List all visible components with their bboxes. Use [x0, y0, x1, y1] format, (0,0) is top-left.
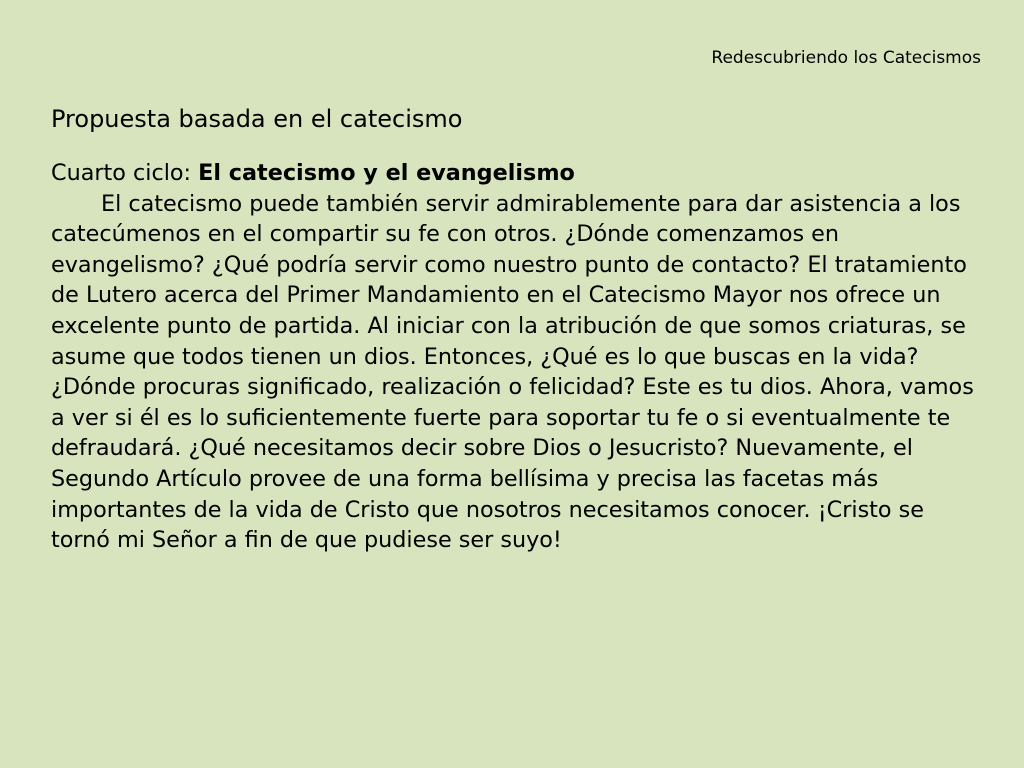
slide-body	[51, 158, 976, 556]
subtitle-prefix: Cuarto ciclo:	[51, 160, 199, 186]
subtitle-line	[51, 158, 976, 189]
header-text: Redescubriendo los Catecismos	[711, 48, 981, 68]
subtitle-title: El catecismo y el evangelismo	[198, 160, 575, 186]
slide-title: Propuesta basada en el catecismo	[51, 105, 463, 133]
body-paragraph: El catecismo puede también servir admirablemente para dar asistencia a los catecúmenos en el compartir su fe con otros. ¿Dónde comenzamos en evangelismo? ¿Qué podría servir como nuestro punto de contacto? El tratamiento de Lutero acerca del Primer Mandamiento en el Catecismo Mayor nos ofrece un excelente punto de partida. Al iniciar con la atribución de que somos criaturas, se asume que todos tienen un dios. Entonces, ¿Qué es lo que buscas en la vida? ¿Dónde procuras significado, realización o felicidad? Este es tu dios. Ahora, vamos a ver si él es lo suficientemente fuerte para soportar tu fe o si eventualmente te defraudará. ¿Qué necesitamos decir sobre Dios o Jesucristo? Nuevamente, el Segundo Artículo provee de una forma bellísima y precisa las facetas más importantes de la vida de Cristo que nosotros necesitamos conocer. ¡Cristo se tornó mi Señor a fin de que pudiese ser suyo!	[51, 190, 974, 554]
